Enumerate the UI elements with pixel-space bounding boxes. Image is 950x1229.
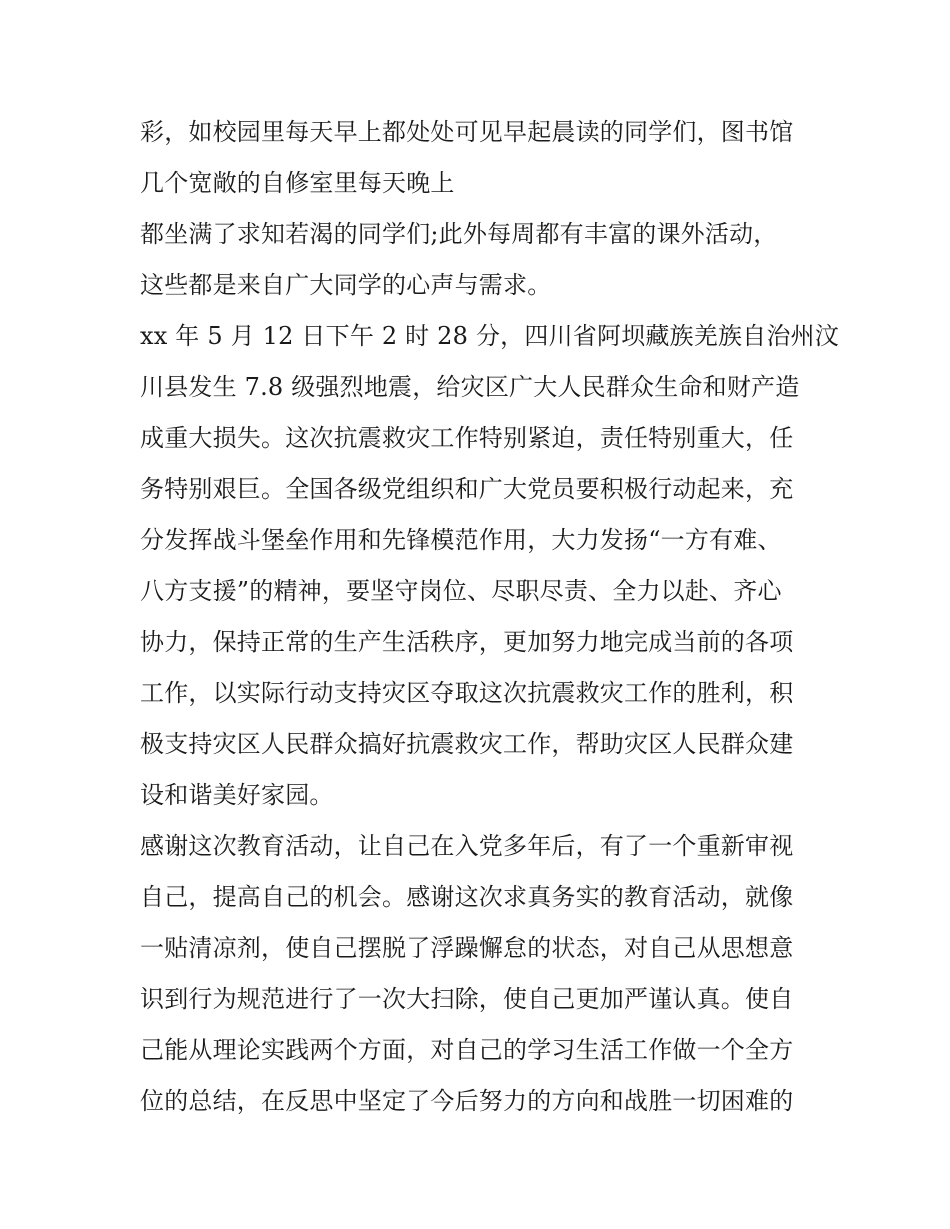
text-line: 一贴清凉剂，使自己摆脱了浮躁懈怠的状态，对自己从思想意: [140, 934, 794, 962]
text-line: xx 年 5 月 12 日下午 2 时 28 分，四川省阿坝藏族羌族自治州汶: [140, 322, 839, 350]
text-line: 极支持灾区人民群众搞好抗震救灾工作，帮助灾区人民群众建: [140, 730, 794, 758]
text-line: 这些都是来自广大同学的心声与需求。: [140, 271, 552, 299]
text-line: 几个宽敞的自修室里每天晚上: [140, 169, 455, 197]
text-line: 彩，如校园里每天早上都处处可见早起晨读的同学们，图书馆: [140, 118, 794, 146]
text-line: 成重大损失。这次抗震救灾工作特别紧迫，责任特别重大，任: [140, 424, 794, 452]
text-line: 设和谐美好家园。: [140, 781, 334, 809]
text-line: 川县发生 7.8 级强烈地震，给灾区广大人民群众生命和财产造: [140, 373, 800, 401]
text-line: 识到行为规范进行了一次大扫除，使自己更加严谨认真。使自: [140, 985, 794, 1013]
text-line: 八方支援”的精神，要坚守岗位、尽职尽责、全力以赴、齐心: [140, 577, 782, 605]
document-body: [140, 107, 839, 1127]
text-line: 己能从理论实践两个方面，对自己的学习生活工作做一个全方: [140, 1036, 794, 1064]
text-line: 感谢这次教育活动，让自己在入党多年后，有了一个重新审视: [140, 832, 794, 860]
text-line: 位的总结，在反思中坚定了今后努力的方向和战胜一切困难的: [140, 1087, 794, 1115]
text-line: 协力，保持正常的生产生活秩序，更加努力地完成当前的各项: [140, 628, 794, 656]
text-line: 自己，提高自己的机会。感谢这次求真务实的教育活动，就像: [140, 883, 794, 911]
text-line: 分发挥战斗堡垒作用和先锋模范作用，大力发扬“一方有难、: [140, 526, 782, 554]
text-line: 工作，以实际行动支持灾区夺取这次抗震救灾工作的胜利，积: [140, 679, 794, 707]
text-line: 务特别艰巨。全国各级党组织和广大党员要积极行动起来，充: [140, 475, 794, 503]
text-line: 都坐满了求知若渴的同学们;此外每周都有丰富的课外活动，: [140, 220, 778, 248]
